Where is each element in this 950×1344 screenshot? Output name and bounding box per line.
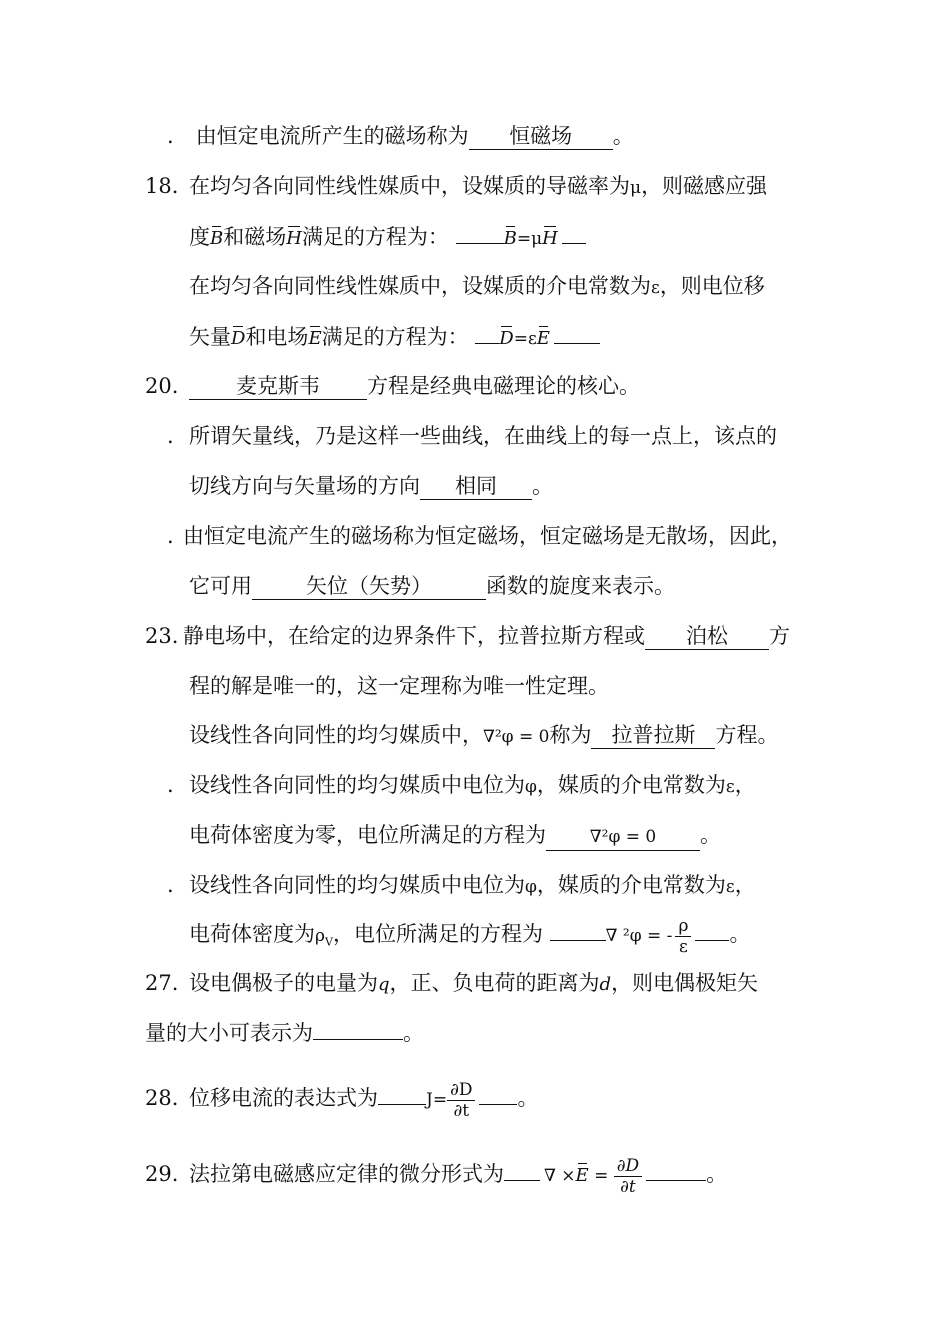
- numerator: ∂D: [447, 1080, 475, 1101]
- phi-symbol: φ: [525, 777, 537, 797]
- numerator: ∂D: [614, 1156, 642, 1177]
- question-text: 由恒定电流产生的磁场称为恒定磁场，恒定磁场是无散场，因此，: [183, 524, 792, 548]
- question-21-line-2: [189, 471, 553, 501]
- question-29: [145, 1156, 727, 1197]
- question-text: 设线性各向同性的均匀媒质中电位为: [189, 873, 525, 897]
- question-text: 切线方向与矢量场的方向: [189, 474, 420, 498]
- answer-blank-right: [479, 1104, 517, 1105]
- vector-d: D: [499, 324, 513, 354]
- question-number: 23.: [145, 624, 179, 648]
- answer-equation: [504, 225, 558, 249]
- question-text: 满足的方程为：: [321, 325, 469, 349]
- question-text: ，媒质的介电常数为: [536, 873, 726, 897]
- epsilon-symbol: ε: [725, 877, 735, 897]
- question-text: 称为: [549, 723, 592, 747]
- answer-blank: 恒磁场: [469, 123, 613, 150]
- phi-symbol: φ: [525, 877, 537, 897]
- question-text: 所谓矢量线，乃是这样一些曲线，在曲线上的每一点上，该点的: [189, 424, 777, 448]
- question-end: 。: [700, 823, 721, 847]
- question-18-line-2: [189, 222, 586, 254]
- question-end: 方程。: [715, 723, 779, 747]
- question-26: [167, 870, 756, 902]
- question-number: .: [167, 424, 174, 448]
- question-number: .: [167, 873, 174, 897]
- vector-b: B: [504, 224, 517, 254]
- question-text: 由恒定电流所产生的磁场称为: [195, 124, 469, 148]
- denominator: ε: [679, 937, 688, 957]
- question-number: .: [167, 124, 174, 148]
- question-end: 。: [403, 1021, 424, 1045]
- question-17: [167, 121, 634, 151]
- question-text: ，电位所满足的方程为: [332, 922, 543, 946]
- question-text: 它可用: [189, 574, 252, 598]
- question-25: [167, 770, 756, 802]
- rho-symbol: [315, 926, 333, 949]
- question-20: [145, 371, 640, 401]
- question-22: [167, 521, 792, 551]
- question-text: ，媒质的介电常数为: [536, 773, 726, 797]
- comma: ，: [734, 773, 756, 797]
- poisson-equation: [605, 916, 692, 957]
- question-21: [167, 421, 777, 451]
- j-term: J=: [426, 1090, 448, 1110]
- question-text: ，则电偶极矩矢: [611, 971, 759, 995]
- question-text: 量的大小可表示为: [145, 1021, 313, 1045]
- question-number: .: [167, 773, 174, 797]
- comma: ，: [734, 873, 756, 897]
- question-number: .: [167, 524, 174, 548]
- answer-blank-right: [554, 343, 600, 344]
- q-symbol: q: [378, 974, 390, 995]
- question-24: [189, 720, 778, 752]
- epsilon-symbol: ε: [725, 777, 735, 797]
- answer-blank: 麦克斯韦: [189, 373, 367, 400]
- question-text: 在均匀各向同性线性媒质中，设媒质的介电常数为: [189, 274, 651, 298]
- answer-blank: 矢位（矢势）: [252, 573, 486, 600]
- answer-blank-left: [456, 243, 504, 244]
- rho-subscript: V: [325, 935, 333, 949]
- vector-b: B: [210, 224, 223, 254]
- question-28: [145, 1080, 538, 1121]
- question-text: 度: [189, 225, 210, 249]
- answer-blank: 拉普拉斯: [591, 722, 715, 749]
- question-22-line-2: [189, 571, 675, 601]
- answer-blank: 相同: [420, 473, 532, 500]
- answer-blank: 泊松: [645, 623, 769, 650]
- question-text: 设线性各向同性的均匀媒质中电位为: [189, 773, 525, 797]
- epsilon-symbol: ε: [651, 278, 660, 298]
- question-text: 函数的旋度来表示。: [486, 574, 675, 598]
- question-text: 方: [769, 624, 790, 648]
- answer-blank-right: [646, 1180, 706, 1181]
- answer-blank-left: [504, 1180, 540, 1181]
- question-number: 27.: [145, 971, 179, 995]
- answer-blank-left: [475, 343, 499, 344]
- question-text: 法拉第电磁感应定律的微分形式为: [189, 1162, 504, 1186]
- question-text: ，则电位移: [659, 274, 765, 298]
- fraction: [447, 1080, 475, 1121]
- fraction: [675, 916, 691, 957]
- vector-e: E: [537, 324, 550, 354]
- question-27: [145, 968, 758, 1000]
- vector-d: D: [231, 324, 245, 354]
- answer-blank-left: [378, 1104, 426, 1105]
- fraction: [614, 1156, 642, 1197]
- question-text: 在均匀各向同性线性媒质中，设媒质的导磁率为: [189, 174, 630, 198]
- question-19: [189, 271, 765, 303]
- question-23-line-2: [189, 671, 609, 701]
- equals-mu: =μ: [516, 229, 543, 249]
- answer-blank-left: [550, 940, 606, 941]
- question-end: 。: [706, 1162, 728, 1186]
- question-number: 18.: [145, 174, 179, 198]
- rho: ρ: [315, 926, 325, 946]
- question-end: 。: [517, 1086, 539, 1110]
- question-number: 29.: [145, 1162, 179, 1186]
- question-end: 。: [729, 922, 751, 946]
- question-text: 方程是经典电磁理论的核心。: [367, 374, 640, 398]
- mu-symbol: μ: [630, 178, 642, 198]
- vector-e: E: [576, 1161, 589, 1191]
- question-text: 设线性各向同性的均匀媒质中，: [189, 723, 483, 747]
- question-19-line-2: [189, 322, 600, 354]
- question-text: 电荷体密度为零，电位所满足的方程为: [189, 823, 546, 847]
- question-text: 和磁场: [223, 225, 287, 249]
- d-symbol: d: [599, 974, 612, 995]
- vector-h: H: [542, 224, 558, 254]
- equation-left: ∇ ²φ = -: [605, 926, 673, 946]
- question-text: 和电场: [245, 325, 309, 349]
- question-text: ，则磁感应强: [641, 174, 768, 198]
- question-text: 程的解是唯一的，这一定理称为唯一性定理。: [189, 674, 609, 698]
- answer-blank-right: [562, 243, 586, 244]
- answer-blank: [313, 1039, 403, 1040]
- curl-operator: ∇ ×: [544, 1166, 576, 1186]
- denominator: ∂t: [453, 1101, 470, 1121]
- question-number: 20.: [145, 374, 179, 398]
- faraday-equation: [544, 1156, 642, 1197]
- numerator: ρ: [675, 916, 691, 937]
- question-text: 静电场中，在给定的边界条件下，拉普拉斯方程或: [183, 624, 645, 648]
- displacement-current-equation: [426, 1080, 475, 1121]
- question-end: 。: [612, 124, 634, 148]
- answer-blank: ∇²φ = 0: [546, 824, 700, 851]
- question-text: 满足的方程为：: [301, 225, 449, 249]
- question-text: 电荷体密度为: [189, 922, 315, 946]
- question-26-line-2: [189, 916, 750, 957]
- question-23: [145, 621, 790, 651]
- question-text: 位移电流的表达式为: [189, 1086, 378, 1110]
- laplace-equation: ∇²φ = 0: [483, 727, 550, 747]
- question-text: 设电偶极子的电量为: [189, 971, 378, 995]
- question-number: 28.: [145, 1086, 179, 1110]
- question-text: ，正、负电荷的距离为: [389, 971, 600, 995]
- answer-blank-right: [695, 940, 729, 941]
- denominator: ∂t: [620, 1177, 636, 1197]
- equals: =: [594, 1166, 609, 1186]
- question-end: 。: [532, 474, 553, 498]
- question-27-line-2: [145, 1018, 424, 1048]
- vector-e: E: [308, 324, 321, 354]
- question-25-line-2: [189, 820, 721, 851]
- equals-epsilon: =ε: [513, 329, 537, 349]
- question-text: 矢量: [189, 325, 231, 349]
- answer-equation: [499, 325, 550, 349]
- question-18: [145, 171, 767, 203]
- vector-h: H: [286, 224, 302, 254]
